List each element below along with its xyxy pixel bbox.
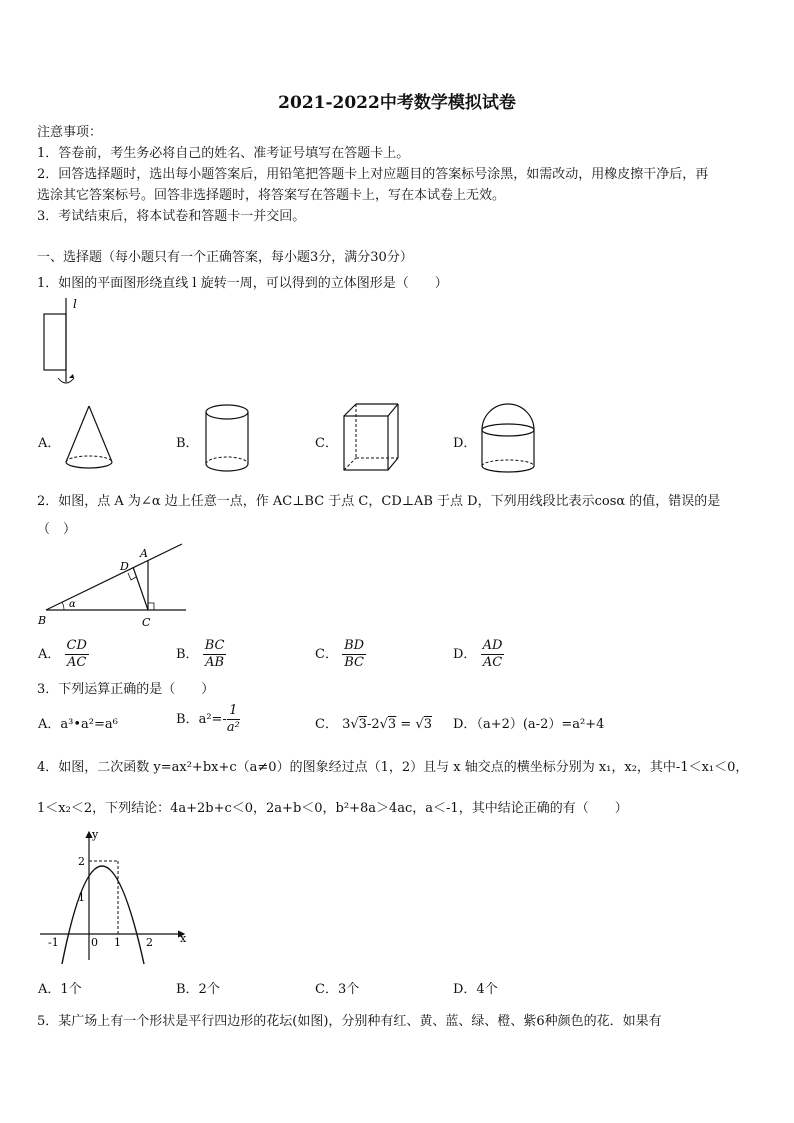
- q3-option-a-text: a³•a²=a⁶: [60, 717, 118, 732]
- q1-option-c-cube[interactable]: [340, 400, 402, 474]
- q3-option-b-label: B．: [176, 712, 199, 727]
- q2-triangle-figure: [36, 540, 196, 630]
- q2-angle-alpha: α: [69, 599, 76, 610]
- q3-c-sqrt-1: √3: [350, 717, 367, 732]
- notice-line-2b: 选涂其它答案标号。回答非选择题时，将答案写在答题卡上，写在本试卷上无效。: [37, 188, 506, 203]
- q4-option-d[interactable]: D．4个: [453, 982, 498, 997]
- q1-option-b-label: B．: [176, 436, 199, 451]
- q1-option-d-cylinder-dome[interactable]: [478, 402, 538, 476]
- q1-option-b-cylinder[interactable]: [202, 402, 252, 474]
- q4-axis-y-label: y: [92, 828, 99, 841]
- q3-option-a-label: A．: [38, 717, 61, 732]
- page-title: 2021-2022中考数学模拟试卷: [278, 93, 516, 113]
- q2-option-a-label: A．: [38, 647, 61, 662]
- q3-c-sqrt-2: √3: [379, 717, 397, 732]
- q2-option-c-label: C．: [315, 647, 338, 662]
- q2-option-c-fraction: $\frac{BD}{BC}$: [344, 638, 365, 670]
- q4-tick-y-1: 1: [78, 891, 85, 904]
- notice-line-1: 1．答卷前，考生务必将自己的姓名、准考证号填写在答题卡上。: [37, 146, 410, 161]
- q3-c-sqrt-3: √3: [415, 717, 432, 732]
- q4-parabola-graph: [36, 826, 196, 966]
- q4-tick-x-2: 2: [146, 936, 153, 949]
- q2-option-d[interactable]: [453, 638, 504, 671]
- q4-tick-x-1: 1: [114, 936, 121, 949]
- q1-rectangle-figure: [38, 296, 88, 396]
- q1-option-d-label: D．: [453, 436, 477, 451]
- q3-option-b-text: a²=-: [198, 712, 227, 727]
- q3-stem: 3．下列运算正确的是（ ）: [37, 682, 215, 697]
- notice-heading: 注意事项：: [37, 125, 103, 140]
- q3-option-d[interactable]: [453, 713, 604, 732]
- section-header: 一、选择题（每小题只有一个正确答案，每小题3分，满分30分）: [37, 250, 413, 265]
- q2-option-b[interactable]: [176, 638, 226, 671]
- q2-option-d-label: D．: [453, 647, 477, 662]
- notice-line-2a: 2．回答选择题时，选出每小题答案后，用铅笔把答题卡上对应题目的答案标号涂黑，如需改动，用橡皮擦干净后，再: [37, 167, 709, 182]
- q2-option-c[interactable]: [315, 638, 366, 671]
- q3-option-b-fraction: $\frac{1}{\text{a²}}$: [226, 703, 240, 735]
- q1-line-label: l: [73, 297, 77, 311]
- q4-line-1: 4．如图，二次函数 y=ax²+bx+c（a≠0）的图象经过点（1，2）且与 x 轴交点的横坐标分别为 x₁，x₂，其中-1＜x₁＜0，: [37, 760, 749, 775]
- q3-option-d-label: D．: [453, 717, 477, 732]
- q2-option-d-fraction: $\frac{AD}{AC}$: [482, 638, 503, 670]
- q1-option-a-label: A．: [38, 436, 61, 451]
- q2-point-a: A: [140, 547, 148, 560]
- q3-option-d-text: （a+2）(a-2）=a²+4: [476, 717, 605, 732]
- q2-paren: （ ）: [37, 522, 77, 537]
- q2-stem: 2．如图，点 A 为∠α 边上任意一点，作 AC⊥BC 于点 C，CD⊥AB 于点 D，下列用线段比表示cosα 的值，错误的是: [37, 494, 721, 509]
- q3-option-a[interactable]: [38, 713, 118, 732]
- q4-tick-x-0: 0: [91, 936, 98, 949]
- q2-point-c: C: [142, 616, 151, 629]
- q4-option-a[interactable]: A．1个: [38, 982, 82, 997]
- q3-c-coef: 3: [342, 717, 351, 732]
- q1-stem: 1．如图的平面图形绕直线 l 旋转一周，可以得到的立体图形是（ ）: [37, 276, 448, 291]
- q2-option-a-fraction: $\frac{CD}{AC}$: [66, 638, 87, 670]
- q4-line-2: 1＜x₂＜2，下列结论：4a+2b+c＜0，2a+b＜0，b²+8a＞4ac，a＜-1，其中结论正确的有（ ）: [37, 801, 628, 816]
- q1-option-c-label: C．: [315, 436, 338, 451]
- q3-c-equals: =: [400, 717, 412, 732]
- q4-tick-x-neg1: -1: [48, 936, 59, 949]
- q2-option-b-fraction: $\frac{BC}{AB}$: [204, 638, 225, 670]
- q3-c-mid: -2: [366, 717, 380, 732]
- q4-option-b[interactable]: B．2个: [176, 982, 220, 997]
- q2-option-a[interactable]: [38, 638, 89, 671]
- q3-option-c[interactable]: [315, 713, 432, 732]
- q3-option-b[interactable]: [176, 703, 240, 736]
- q1-option-a-cone[interactable]: [62, 404, 116, 472]
- q2-point-b: B: [38, 614, 47, 627]
- notice-line-3: 3．考试结束后，将本试卷和答题卡一并交回。: [37, 209, 306, 224]
- q5-stem: 5．某广场上有一个形状是平行四边形的花坛(如图)，分别种有红、黄、蓝、绿、橙、紫6种颜色的花．如果有: [37, 1014, 662, 1029]
- q2-option-b-label: B．: [176, 647, 199, 662]
- q2-point-d: D: [120, 560, 129, 573]
- q4-tick-y-2: 2: [78, 855, 85, 868]
- q4-axis-x-label: x: [180, 932, 187, 945]
- q3-option-c-label: C．: [315, 717, 338, 732]
- q4-option-c[interactable]: C．3个: [315, 982, 360, 997]
